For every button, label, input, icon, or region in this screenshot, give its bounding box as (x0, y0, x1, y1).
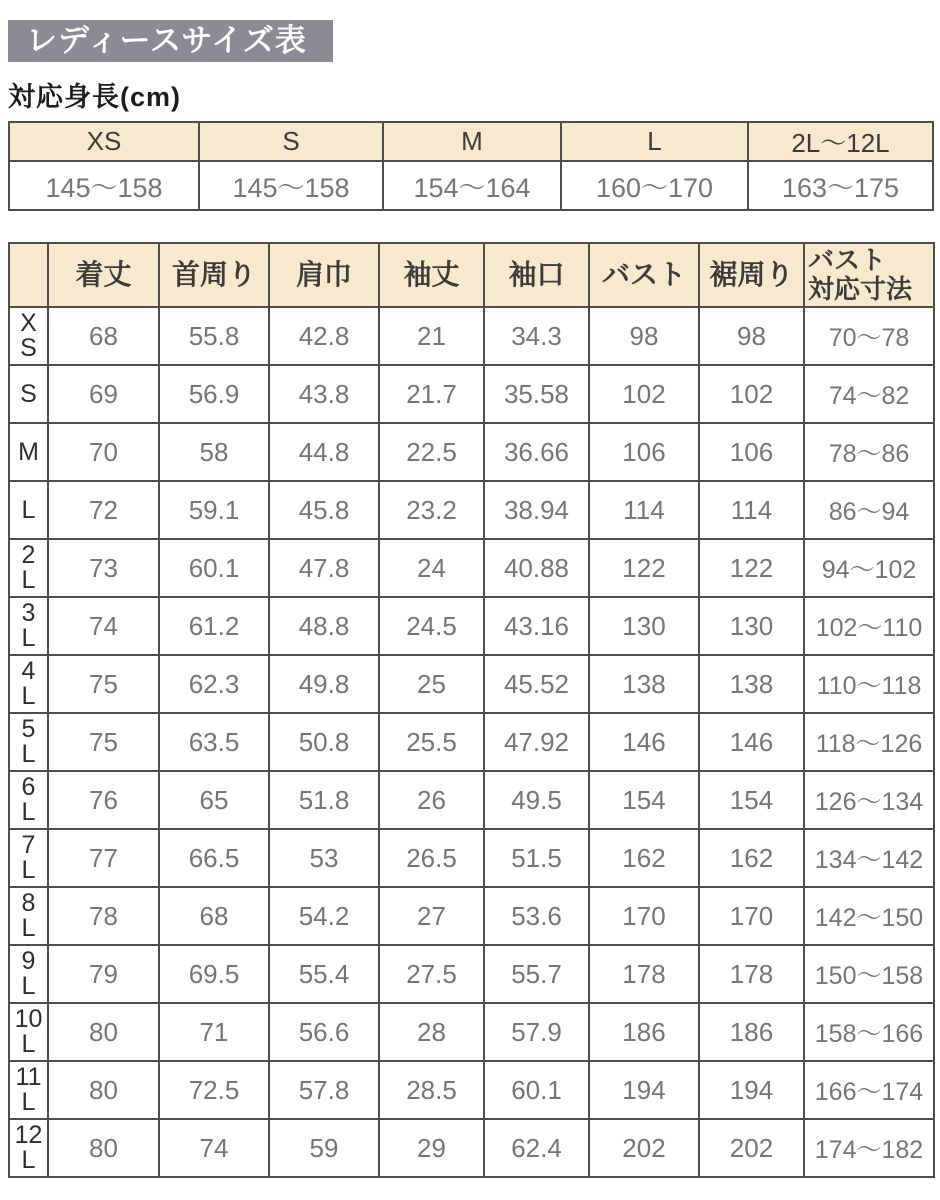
size-cell: 58 (159, 423, 269, 481)
size-cell: 47.8 (269, 539, 379, 597)
size-cell: 53 (269, 829, 379, 887)
size-cell: 61.2 (159, 597, 269, 655)
page-title: レディースサイズ表 (8, 20, 333, 62)
size-cell: 138 (589, 655, 699, 713)
size-row-6L (9, 771, 934, 829)
size-col-header-1: 首周り (159, 243, 269, 307)
height-col-header-1: S (199, 122, 383, 161)
size-cell: 71 (159, 1003, 269, 1061)
size-cell: 60.1 (484, 1061, 589, 1119)
size-cell: 78 (48, 887, 159, 945)
size-cell: 62.3 (159, 655, 269, 713)
size-cell: 27.5 (379, 945, 484, 1003)
size-table-body (9, 307, 934, 1177)
size-row-label: 7 L (9, 829, 48, 887)
size-cell: 51.8 (269, 771, 379, 829)
size-row-label: 8 L (9, 887, 48, 945)
size-cell: 45.8 (269, 481, 379, 539)
size-cell: 27 (379, 887, 484, 945)
size-cell: 74～82 (804, 365, 934, 423)
size-cell: 102～110 (804, 597, 934, 655)
size-row-12L (9, 1119, 934, 1177)
size-cell: 106 (589, 423, 699, 481)
size-cell: 66.5 (159, 829, 269, 887)
height-col-header-3: L (561, 122, 748, 161)
size-row-4L (9, 655, 934, 713)
size-cell: 24 (379, 539, 484, 597)
size-row-2L (9, 539, 934, 597)
size-col-header-0: 着丈 (48, 243, 159, 307)
size-cell: 162 (589, 829, 699, 887)
size-row-8L (9, 887, 934, 945)
size-cell: 130 (589, 597, 699, 655)
size-cell: 194 (589, 1061, 699, 1119)
size-cell: 70 (48, 423, 159, 481)
size-cell: 166～174 (804, 1061, 934, 1119)
size-cell: 28.5 (379, 1061, 484, 1119)
size-cell: 69.5 (159, 945, 269, 1003)
size-cell: 75 (48, 713, 159, 771)
size-cell: 114 (589, 481, 699, 539)
size-cell: 154 (699, 771, 804, 829)
size-row-7L (9, 829, 934, 887)
height-col-header-4: 2L～12L (748, 122, 933, 161)
size-cell: 57.8 (269, 1061, 379, 1119)
size-col-header-2: 肩巾 (269, 243, 379, 307)
size-cell: 202 (589, 1119, 699, 1177)
size-cell: 134～142 (804, 829, 934, 887)
size-cell: 57.9 (484, 1003, 589, 1061)
size-cell: 74 (48, 597, 159, 655)
size-cell: 55.8 (159, 307, 269, 365)
size-cell: 150～158 (804, 945, 934, 1003)
size-cell: 22.5 (379, 423, 484, 481)
size-cell: 25 (379, 655, 484, 713)
height-col-header-0: XS (9, 122, 199, 161)
size-cell: 40.88 (484, 539, 589, 597)
height-value-cell: 145～158 (9, 161, 199, 210)
size-cell: 69 (48, 365, 159, 423)
size-cell: 126～134 (804, 771, 934, 829)
size-cell: 110～118 (804, 655, 934, 713)
size-cell: 79 (48, 945, 159, 1003)
size-cell: 49.8 (269, 655, 379, 713)
size-cell: 63.5 (159, 713, 269, 771)
size-row-label: 12 L (9, 1119, 48, 1177)
size-cell: 25.5 (379, 713, 484, 771)
size-row-M (9, 423, 934, 481)
height-table-header-row (9, 122, 933, 161)
size-cell: 48.8 (269, 597, 379, 655)
size-cell: 102 (589, 365, 699, 423)
size-row-label: 3 L (9, 597, 48, 655)
size-col-header-5: バスト (589, 243, 699, 307)
size-cell: 51.5 (484, 829, 589, 887)
size-cell: 26.5 (379, 829, 484, 887)
size-cell: 49.5 (484, 771, 589, 829)
size-cell: 35.58 (484, 365, 589, 423)
size-table-corner-cell (9, 243, 48, 307)
size-cell: 55.4 (269, 945, 379, 1003)
size-cell: 80 (48, 1003, 159, 1061)
size-cell: 118～126 (804, 713, 934, 771)
size-row-label: 11 L (9, 1061, 48, 1119)
size-cell: 59.1 (159, 481, 269, 539)
size-cell: 86～94 (804, 481, 934, 539)
size-cell: 73 (48, 539, 159, 597)
size-cell: 102 (699, 365, 804, 423)
size-row-label: 2 L (9, 539, 48, 597)
size-cell: 62.4 (484, 1119, 589, 1177)
size-cell: 59 (269, 1119, 379, 1177)
size-cell: 34.3 (484, 307, 589, 365)
size-cell: 130 (699, 597, 804, 655)
size-cell: 43.8 (269, 365, 379, 423)
size-cell: 68 (159, 887, 269, 945)
height-col-header-2: M (383, 122, 561, 161)
size-cell: 29 (379, 1119, 484, 1177)
size-cell: 28 (379, 1003, 484, 1061)
size-col-header-4: 袖口 (484, 243, 589, 307)
size-cell: 94～102 (804, 539, 934, 597)
size-col-header-7: バスト 対応寸法 (804, 243, 934, 307)
size-cell: 55.7 (484, 945, 589, 1003)
size-cell: 36.66 (484, 423, 589, 481)
size-col-header-3: 袖丈 (379, 243, 484, 307)
size-cell: 43.16 (484, 597, 589, 655)
height-table-value-row (9, 161, 933, 210)
size-cell: 80 (48, 1119, 159, 1177)
size-cell: 74 (159, 1119, 269, 1177)
size-cell: 65 (159, 771, 269, 829)
size-cell: 122 (699, 539, 804, 597)
size-row-9L (9, 945, 934, 1003)
height-value-cell: 163～175 (748, 161, 933, 210)
size-cell: 77 (48, 829, 159, 887)
size-cell: 98 (699, 307, 804, 365)
size-table (8, 242, 935, 1178)
size-cell: 56.6 (269, 1003, 379, 1061)
height-table (8, 121, 934, 211)
height-value-cell: 160～170 (561, 161, 748, 210)
size-row-label: M (9, 423, 48, 481)
size-cell: 154 (589, 771, 699, 829)
size-cell: 114 (699, 481, 804, 539)
size-cell: 78～86 (804, 423, 934, 481)
size-cell: 56.9 (159, 365, 269, 423)
size-cell: 186 (589, 1003, 699, 1061)
size-cell: 72.5 (159, 1061, 269, 1119)
size-cell: 170 (699, 887, 804, 945)
size-cell: 23.2 (379, 481, 484, 539)
size-cell: 158～166 (804, 1003, 934, 1061)
size-row-label: 4 L (9, 655, 48, 713)
size-cell: 60.1 (159, 539, 269, 597)
size-cell: 21 (379, 307, 484, 365)
size-row-5L (9, 713, 934, 771)
size-table-header-row (9, 243, 934, 307)
size-cell: 45.52 (484, 655, 589, 713)
size-cell: 146 (699, 713, 804, 771)
size-cell: 142～150 (804, 887, 934, 945)
size-cell: 26 (379, 771, 484, 829)
size-row-label: S (9, 365, 48, 423)
size-cell: 44.8 (269, 423, 379, 481)
size-row-label: L (9, 481, 48, 539)
size-row-label: 6 L (9, 771, 48, 829)
size-col-header-6: 裾周り (699, 243, 804, 307)
size-cell: 178 (589, 945, 699, 1003)
size-cell: 68 (48, 307, 159, 365)
size-cell: 178 (699, 945, 804, 1003)
size-cell: 122 (589, 539, 699, 597)
size-cell: 54.2 (269, 887, 379, 945)
size-cell: 42.8 (269, 307, 379, 365)
height-table-caption: 対応身長(cm) (8, 82, 182, 112)
size-cell: 70～78 (804, 307, 934, 365)
size-cell: 50.8 (269, 713, 379, 771)
size-cell: 146 (589, 713, 699, 771)
size-row-S (9, 365, 934, 423)
size-cell: 202 (699, 1119, 804, 1177)
size-cell: 186 (699, 1003, 804, 1061)
size-row-label: 5 L (9, 713, 48, 771)
size-cell: 38.94 (484, 481, 589, 539)
size-row-L (9, 481, 934, 539)
size-cell: 24.5 (379, 597, 484, 655)
size-cell: 170 (589, 887, 699, 945)
size-row-label: 9 L (9, 945, 48, 1003)
size-cell: 162 (699, 829, 804, 887)
size-cell: 106 (699, 423, 804, 481)
size-cell: 76 (48, 771, 159, 829)
size-row-10L (9, 1003, 934, 1061)
size-row-label: 10 L (9, 1003, 48, 1061)
size-row-label: X S (9, 307, 48, 365)
size-cell: 72 (48, 481, 159, 539)
size-row-11L (9, 1061, 934, 1119)
size-cell: 138 (699, 655, 804, 713)
size-cell: 98 (589, 307, 699, 365)
size-cell: 80 (48, 1061, 159, 1119)
size-cell: 47.92 (484, 713, 589, 771)
size-cell: 53.6 (484, 887, 589, 945)
size-cell: 194 (699, 1061, 804, 1119)
size-cell: 174～182 (804, 1119, 934, 1177)
height-value-cell: 154～164 (383, 161, 561, 210)
size-row-XS (9, 307, 934, 365)
size-cell: 21.7 (379, 365, 484, 423)
height-value-cell: 145～158 (199, 161, 383, 210)
size-cell: 75 (48, 655, 159, 713)
size-row-3L (9, 597, 934, 655)
